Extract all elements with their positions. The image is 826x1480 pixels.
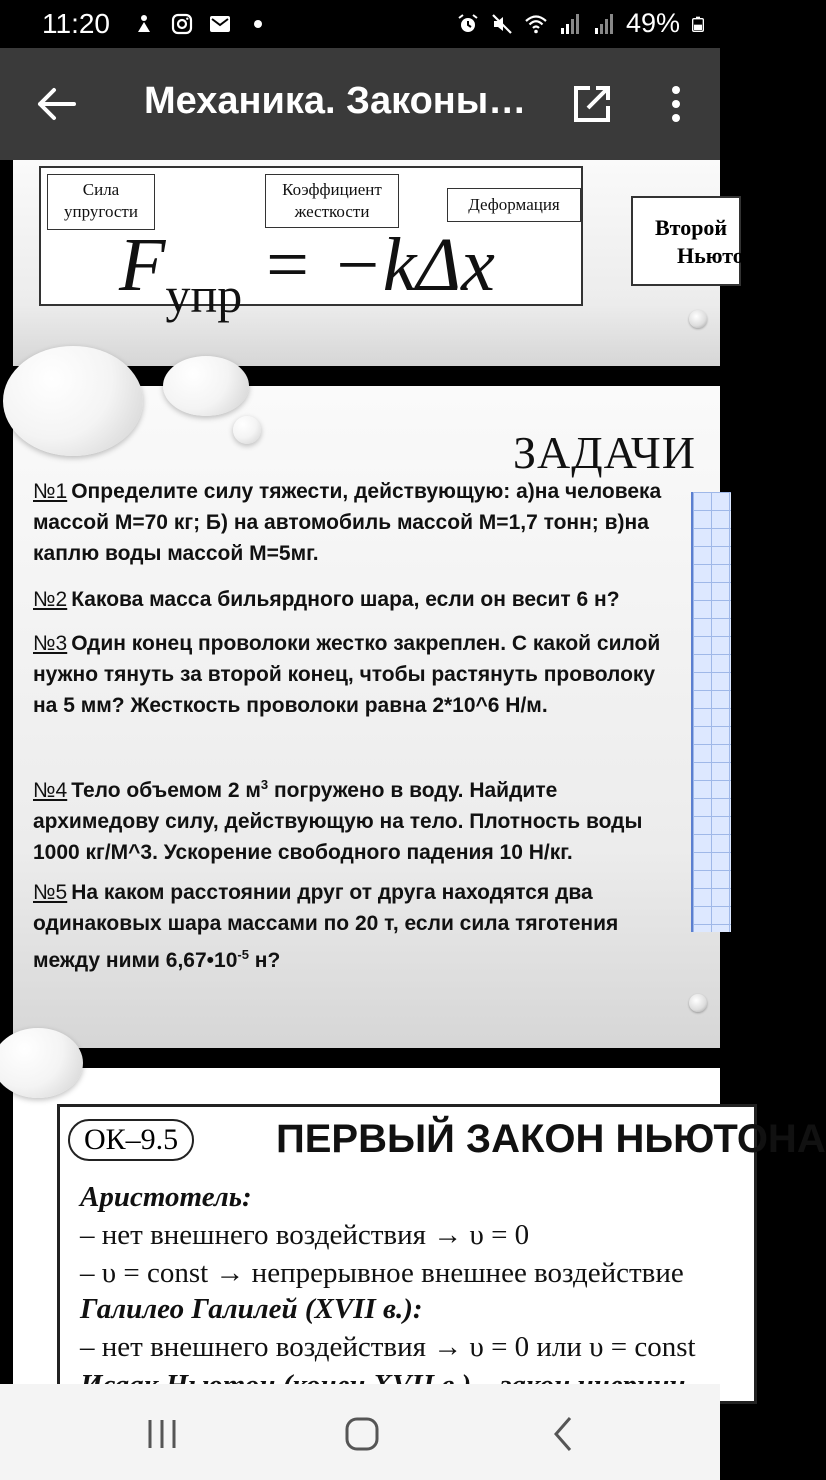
gesture-icon bbox=[132, 12, 156, 36]
slide-elastic-force bbox=[13, 160, 757, 366]
battery-icon bbox=[690, 12, 706, 36]
label-force: Сила упругости bbox=[47, 174, 155, 230]
tasks-heading: ЗАДАЧИ bbox=[513, 427, 696, 478]
side-box bbox=[631, 196, 757, 286]
back-icon[interactable] bbox=[544, 1414, 584, 1454]
document-viewer[interactable] bbox=[0, 160, 826, 1384]
law-line: Аристотель: bbox=[80, 1181, 252, 1213]
more-vert-icon[interactable] bbox=[660, 82, 692, 126]
slide-tasks bbox=[13, 386, 720, 1048]
law-title: ПЕРВЫЙ ЗАКОН НЬЮТОНА bbox=[276, 1117, 826, 1161]
task-text: Определите силу тяжести, действующую: а)на человека массой М=70 кг; Б) на автомобиль массой М=1,7 тонн; в)на каплю воды массой М=5мг. bbox=[33, 480, 662, 565]
task-sup: 3 bbox=[260, 777, 269, 792]
hooke-formula bbox=[119, 222, 495, 324]
task-text: погружено в воду. Найдите архимедову силу, действующую на тело. Плотность воды 1000 кг/М^3. Ускорение свободного падения 10 Н/кг. bbox=[33, 779, 643, 864]
back-arrow-icon[interactable] bbox=[34, 82, 78, 126]
formula-rhs: = −kΔx bbox=[242, 223, 495, 307]
task-number: №4 bbox=[33, 779, 68, 802]
signal-icon bbox=[592, 12, 616, 36]
task-text: н? bbox=[248, 949, 281, 972]
label-deformation: Деформация bbox=[447, 188, 581, 222]
task-number: №5 bbox=[33, 881, 68, 904]
task-text: Какова масса бильярдного шара, если он весит 6 н? bbox=[71, 588, 620, 611]
task-number: №3 bbox=[33, 632, 68, 655]
task-1 bbox=[33, 476, 683, 569]
task-text: Тело объемом 2 м bbox=[71, 779, 261, 802]
signal-icon bbox=[558, 12, 582, 36]
app-bar bbox=[0, 48, 720, 160]
battery-percent: 49% bbox=[625, 8, 680, 38]
notebook-image bbox=[691, 492, 731, 932]
label-coefficient: Коэффициент жесткости bbox=[265, 174, 399, 228]
water-drop bbox=[3, 346, 143, 456]
slide-first-law bbox=[13, 1068, 826, 1388]
task-5 bbox=[33, 877, 683, 976]
water-drop bbox=[163, 356, 249, 416]
law-line: – υ = const → непрерывное внешнее воздействие bbox=[80, 1257, 684, 1289]
wifi-icon bbox=[524, 12, 548, 36]
law-line: – нет внешнего воздействия → υ = 0 или υ = const bbox=[80, 1331, 696, 1363]
status-bar bbox=[0, 0, 720, 48]
water-drop bbox=[0, 1028, 83, 1098]
side-line-2: Ньютон bbox=[677, 243, 757, 268]
status-right-icons bbox=[456, 8, 706, 39]
law-frame bbox=[57, 1104, 826, 1404]
formula-sub: упр bbox=[165, 267, 243, 323]
recent-apps-icon[interactable] bbox=[142, 1414, 182, 1454]
task-text: Один конец проволоки жестко закреплен. С какой силой нужно тянуть за второй конец, чтобы растянуть проволоку на 5 мм? Жесткость проволоки равна 2*10^6 Н/м. bbox=[33, 632, 661, 717]
task-2 bbox=[33, 584, 683, 615]
open-external-icon[interactable] bbox=[572, 84, 612, 124]
status-time: 11:20 bbox=[42, 8, 110, 39]
law-line: – нет внешнего воздействия → υ = 0 bbox=[80, 1219, 530, 1251]
slide-dot bbox=[689, 994, 707, 1012]
nav-bar bbox=[0, 1384, 720, 1480]
ok-tag: ОК–9.5 bbox=[68, 1119, 194, 1161]
slide-dot bbox=[689, 310, 707, 328]
law-line: Галилео Галилей (XVII в.): bbox=[80, 1293, 423, 1325]
alarm-icon bbox=[456, 12, 480, 36]
formula-f: F bbox=[119, 223, 166, 307]
task-sup: -5 bbox=[237, 947, 249, 962]
formula-box bbox=[39, 166, 583, 323]
task-text: На каком расстоянии друг от друга находятся два одинаковых шара массами по 20 т, если сила тяготения между ними 6,67•10 bbox=[33, 881, 619, 972]
task-number: №1 bbox=[33, 480, 68, 503]
home-icon[interactable] bbox=[342, 1414, 382, 1454]
dot-icon bbox=[246, 12, 270, 36]
mail-icon bbox=[208, 12, 232, 36]
task-number: №2 bbox=[33, 588, 68, 611]
water-drop bbox=[233, 416, 261, 444]
task-3 bbox=[33, 628, 683, 721]
instagram-icon bbox=[170, 12, 194, 36]
side-line-1: Второй bbox=[655, 215, 728, 240]
status-left-icons bbox=[132, 12, 270, 36]
task-4 bbox=[33, 769, 683, 868]
page-title: Механика. Законы… bbox=[144, 80, 527, 122]
mute-icon bbox=[490, 12, 514, 36]
